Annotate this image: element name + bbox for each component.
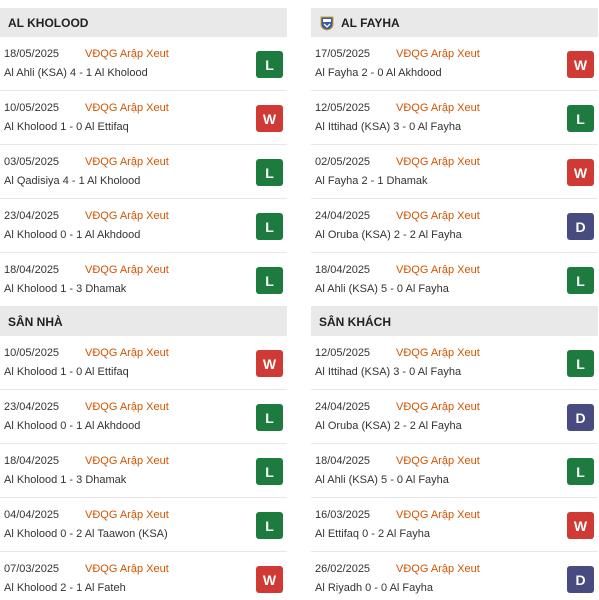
match-score: Al Fayha 2 - 1 Dhamak — [315, 175, 428, 187]
match-row[interactable] — [0, 336, 287, 390]
match-league[interactable]: VĐQG Arập Xeut — [85, 455, 169, 467]
match-league[interactable]: VĐQG Arập Xeut — [85, 48, 169, 60]
panel-header — [0, 8, 287, 37]
match-league[interactable]: VĐQG Arập Xeut — [396, 48, 480, 60]
result-badge: L — [256, 51, 283, 78]
match-league[interactable]: VĐQG Arập Xeut — [396, 102, 480, 114]
match-row[interactable] — [311, 552, 598, 600]
club-crest-icon — [319, 15, 335, 31]
match-row[interactable] — [0, 552, 287, 600]
result-badge: L — [256, 159, 283, 186]
match-score: Al Ahli (KSA) 5 - 0 Al Fayha — [315, 474, 449, 486]
match-row[interactable] — [0, 498, 287, 552]
match-row[interactable] — [0, 37, 287, 91]
match-league[interactable]: VĐQG Arập Xeut — [396, 509, 480, 521]
match-league[interactable]: VĐQG Arập Xeut — [396, 210, 480, 222]
panel-al-fayha — [311, 8, 598, 307]
result-badge: W — [567, 159, 594, 186]
match-score: Al Kholood 0 - 1 Al Akhdood — [4, 229, 141, 241]
match-date: 26/02/2025 — [315, 563, 371, 575]
result-badge: D — [567, 404, 594, 431]
match-row[interactable] — [0, 253, 287, 307]
match-league[interactable]: VĐQG Arập Xeut — [85, 102, 169, 114]
match-score: Al Kholood 0 - 2 Al Taawon (KSA) — [4, 528, 168, 540]
result-badge: L — [567, 267, 594, 294]
match-league[interactable]: VĐQG Arập Xeut — [396, 401, 480, 413]
match-league[interactable]: VĐQG Arập Xeut — [396, 455, 480, 467]
match-score: Al Ittihad (KSA) 3 - 0 Al Fayha — [315, 121, 462, 133]
match-row[interactable] — [311, 37, 598, 91]
panel-title: AL FAYHA — [341, 15, 400, 30]
match-date: 07/03/2025 — [4, 563, 60, 575]
match-date: 18/04/2025 — [4, 264, 60, 276]
match-date: 03/05/2025 — [4, 156, 60, 168]
result-badge: D — [567, 213, 594, 240]
result-badge: W — [256, 566, 283, 593]
match-score: Al Kholood 1 - 3 Dhamak — [4, 474, 127, 486]
match-date: 17/05/2025 — [315, 48, 371, 60]
match-score: Al Kholood 1 - 0 Al Ettifaq — [4, 366, 129, 378]
panel-title: AL KHOLOOD — [8, 15, 89, 30]
match-date: 10/05/2025 — [4, 102, 60, 114]
match-row[interactable] — [0, 199, 287, 253]
match-league[interactable]: VĐQG Arập Xeut — [85, 347, 169, 359]
match-row[interactable] — [311, 498, 598, 552]
match-league[interactable]: VĐQG Arập Xeut — [396, 264, 480, 276]
result-badge: L — [256, 404, 283, 431]
match-date: 10/05/2025 — [4, 347, 60, 359]
panel-title: SÂN NHÀ — [8, 314, 63, 329]
match-score: Al Ahli (KSA) 4 - 1 Al Kholood — [4, 67, 148, 79]
match-row[interactable] — [311, 336, 598, 390]
match-score: Al Fayha 2 - 0 Al Akhdood — [315, 67, 442, 79]
match-score: Al Kholood 1 - 3 Dhamak — [4, 283, 127, 295]
result-badge: W — [567, 51, 594, 78]
match-score: Al Kholood 1 - 0 Al Ettifaq — [4, 121, 129, 133]
match-row[interactable] — [311, 390, 598, 444]
match-score: Al Riyadh 0 - 0 Al Fayha — [315, 582, 434, 594]
match-row[interactable] — [311, 199, 598, 253]
match-row[interactable] — [0, 91, 287, 145]
match-league[interactable]: VĐQG Arập Xeut — [85, 509, 169, 521]
match-date: 04/04/2025 — [4, 509, 60, 521]
panel-home — [0, 307, 287, 600]
match-row[interactable] — [0, 444, 287, 498]
match-score: Al Ettifaq 0 - 2 Al Fayha — [315, 528, 430, 540]
match-league[interactable]: VĐQG Arập Xeut — [85, 401, 169, 413]
match-date: 12/05/2025 — [315, 102, 371, 114]
result-badge: W — [567, 512, 594, 539]
match-score: Al Kholood 0 - 1 Al Akhdood — [4, 420, 141, 432]
match-date: 23/04/2025 — [4, 401, 60, 413]
panel-title: SÂN KHÁCH — [319, 314, 391, 329]
match-score: Al Oruba (KSA) 2 - 2 Al Fayha — [315, 420, 462, 432]
match-row[interactable] — [311, 145, 598, 199]
panel-header — [311, 307, 598, 336]
match-league[interactable]: VĐQG Arập Xeut — [85, 210, 169, 222]
match-league[interactable]: VĐQG Arập Xeut — [85, 156, 169, 168]
match-league[interactable]: VĐQG Arập Xeut — [85, 264, 169, 276]
match-date: 18/04/2025 — [4, 455, 60, 467]
match-score: Al Ahli (KSA) 5 - 0 Al Fayha — [315, 283, 449, 295]
result-badge: L — [256, 213, 283, 240]
match-league[interactable]: VĐQG Arập Xeut — [396, 347, 480, 359]
match-date: 24/04/2025 — [315, 401, 371, 413]
match-league[interactable]: VĐQG Arập Xeut — [396, 156, 480, 168]
match-date: 16/03/2025 — [315, 509, 371, 521]
match-row[interactable] — [0, 390, 287, 444]
match-score: Al Ittihad (KSA) 3 - 0 Al Fayha — [315, 366, 462, 378]
match-row[interactable] — [311, 253, 598, 307]
match-league[interactable]: VĐQG Arập Xeut — [85, 563, 169, 575]
match-row[interactable] — [311, 91, 598, 145]
match-date: 02/05/2025 — [315, 156, 371, 168]
match-row[interactable] — [311, 444, 598, 498]
panel-header — [311, 8, 598, 37]
result-badge: D — [567, 566, 594, 593]
result-badge: L — [256, 512, 283, 539]
match-date: 12/05/2025 — [315, 347, 371, 359]
panel-header — [0, 307, 287, 336]
result-badge: L — [567, 458, 594, 485]
match-score: Al Kholood 2 - 1 Al Fateh — [4, 582, 126, 594]
result-badge: L — [567, 350, 594, 377]
result-badge: L — [256, 267, 283, 294]
match-date: 18/04/2025 — [315, 264, 371, 276]
result-badge: L — [567, 105, 594, 132]
panel-al-kholood — [0, 8, 287, 307]
match-score: Al Qadisiya 4 - 1 Al Kholood — [4, 175, 141, 187]
panel-away — [311, 307, 598, 600]
result-badge: W — [256, 350, 283, 377]
match-date: 18/04/2025 — [315, 455, 371, 467]
match-row[interactable] — [0, 145, 287, 199]
match-date: 24/04/2025 — [315, 210, 371, 222]
match-date: 23/04/2025 — [4, 210, 60, 222]
match-date: 18/05/2025 — [4, 48, 60, 60]
result-badge: L — [256, 458, 283, 485]
result-badge: W — [256, 105, 283, 132]
match-score: Al Oruba (KSA) 2 - 2 Al Fayha — [315, 229, 462, 241]
match-league[interactable]: VĐQG Arập Xeut — [396, 563, 480, 575]
